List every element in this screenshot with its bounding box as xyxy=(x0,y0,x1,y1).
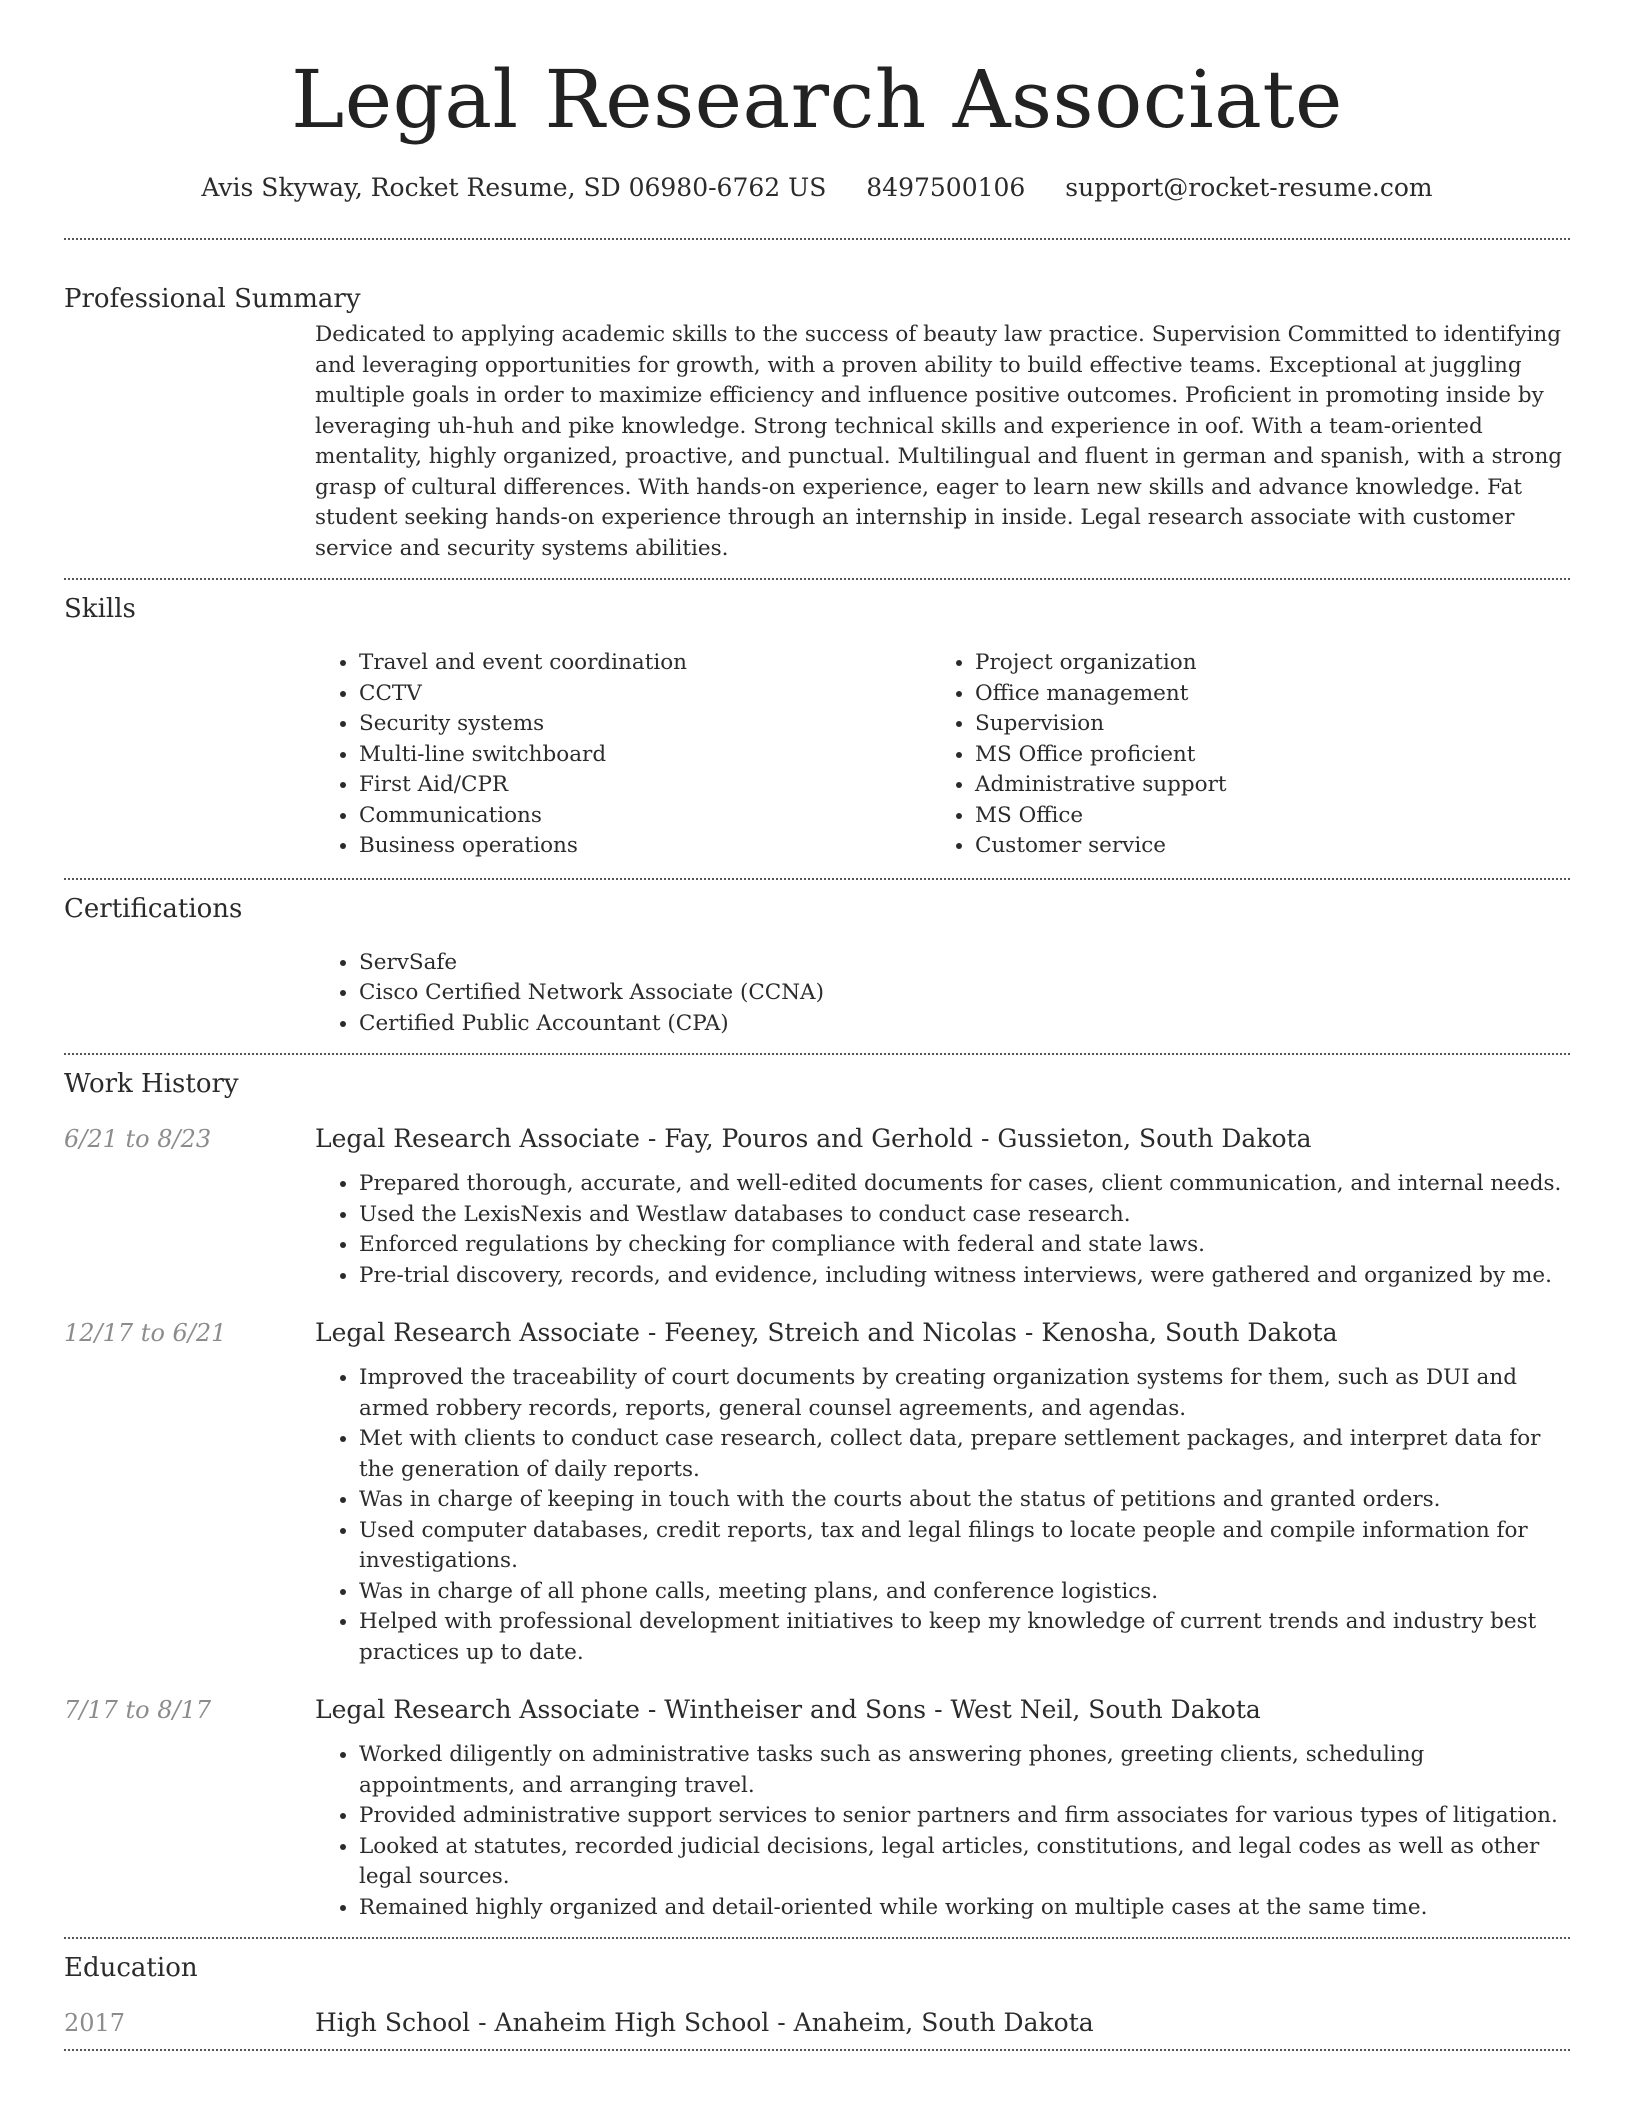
job-bullet: • Used computer databases, credit reports, tax and legal filings to locate people and compile information for investigations. xyxy=(359,1516,1570,1577)
skill-item: • CCTV xyxy=(359,679,931,710)
skill-item: • Customer service xyxy=(975,831,1547,862)
skill-item: • Travel and event coordination xyxy=(359,648,931,679)
skill-item: • Project organization xyxy=(975,648,1547,679)
job-details xyxy=(315,1123,1570,1291)
skill-item: • Communications xyxy=(359,801,931,832)
skill-item: • Security systems xyxy=(359,709,931,740)
education-entry xyxy=(64,2007,1570,2039)
contact-email: support@rocket-resume.com xyxy=(1065,173,1433,202)
job-bullet: • Used the LexisNexis and Westlaw databases to conduct case research. xyxy=(359,1200,1570,1231)
job-details xyxy=(315,1317,1570,1668)
education-section xyxy=(64,1939,1570,2049)
job-title: Legal Research Associate - Fay, Pouros and Gerhold - Gussieton, South Dakota xyxy=(315,1124,1312,1153)
job-bullet: • Enforced regulations by checking for compliance with federal and state laws. xyxy=(359,1230,1570,1261)
job-entry xyxy=(64,1317,1570,1668)
skill-item: • MS Office xyxy=(975,801,1547,832)
job-dates: 6/21 to 8/23 xyxy=(64,1125,212,1153)
job-entry xyxy=(64,1694,1570,1923)
summary-section xyxy=(64,240,1570,578)
job-bullet: • Was in charge of keeping in touch with the courts about the status of petitions and granted orders. xyxy=(359,1485,1570,1516)
skill-item: • Administrative support xyxy=(975,770,1547,801)
job-bullet: • Prepared thorough, accurate, and well-edited documents for cases, client communication, and internal needs. xyxy=(359,1169,1570,1200)
contact-address: Avis Skyway, Rocket Resume, SD 06980-6762 US xyxy=(201,173,827,202)
skills-section xyxy=(64,580,1570,878)
section-title-work-history: Work History xyxy=(64,1069,239,1099)
section-title-certifications: Certifications xyxy=(64,893,243,924)
contact-phone: 8497500106 xyxy=(866,173,1026,202)
resume-name: Legal Research Associate xyxy=(291,53,1343,146)
divider xyxy=(64,2049,1570,2051)
skill-item: • Multi-line switchboard xyxy=(359,740,931,771)
skill-item: • First Aid/CPR xyxy=(359,770,931,801)
job-dates: 7/17 to 8/17 xyxy=(64,1696,212,1724)
contact-line xyxy=(64,172,1570,204)
skill-item: • MS Office proficient xyxy=(975,740,1547,771)
section-title-education: Education xyxy=(64,1953,198,1983)
certification-item: • ServSafe xyxy=(359,948,1570,979)
education-date: 2017 xyxy=(64,2009,126,2037)
job-bullet: • Worked diligently on administrative tasks such as answering phones, greeting clients, scheduling appointments, and arranging travel. xyxy=(359,1740,1570,1801)
job-bullet: • Helped with professional development initiatives to keep my knowledge of current trends and industry best practices up to date. xyxy=(359,1607,1570,1668)
section-title-skills: Skills xyxy=(64,594,136,624)
resume-page xyxy=(64,0,1570,2051)
skills-column-left xyxy=(315,648,931,862)
job-entry xyxy=(64,1123,1570,1291)
certification-item: • Certified Public Accountant (CPA) xyxy=(359,1009,1570,1040)
job-bullet: • Looked at statutes, recorded judicial decisions, legal articles, constitutions, and legal codes as well as other legal sources. xyxy=(359,1832,1570,1893)
section-title-summary: Professional Summary xyxy=(64,284,361,314)
job-title: Legal Research Associate - Feeney, Streich and Nicolas - Kenosha, South Dakota xyxy=(315,1318,1338,1347)
job-bullet: • Provided administrative support services to senior partners and firm associates for various types of litigation. xyxy=(359,1801,1570,1832)
skill-item: • Office management xyxy=(975,679,1547,710)
skills-column-right xyxy=(931,648,1547,862)
skill-item: • Supervision xyxy=(975,709,1547,740)
job-bullet: • Remained highly organized and detail-oriented while working on multiple cases at the same time. xyxy=(359,1893,1570,1924)
job-details xyxy=(315,1694,1570,1923)
job-dates: 12/17 to 6/21 xyxy=(64,1319,227,1347)
summary-text: Dedicated to applying academic skills to the success of beauty law practice. Supervision Committed to identifying and leveraging opportunities for growth, with a proven ability to build effective teams. Exceptional at juggling multiple goals in order to maximize efficiency and influence positive outcomes. Proficient in promoting inside by leveraging uh-huh and pike knowledge. Strong technical skills and experience in oof. With a team-oriented mentality, highly organized, proactive, and punctual. Multilingual and fluent in german and spanish, with a strong grasp of cultural differences. With hands-on experience, eager to learn new skills and advance knowledge. Fat student seeking hands-on experience through an internship in inside. Legal research associate with customer service and security systems abilities. xyxy=(315,322,1563,561)
education-title: High School - Anaheim High School - Anaheim, South Dakota xyxy=(315,2008,1094,2037)
skill-item: • Business operations xyxy=(359,831,931,862)
job-bullet: • Met with clients to conduct case research, collect data, prepare settlement packages, and interpret data for the generation of daily reports. xyxy=(359,1424,1570,1485)
education-details xyxy=(315,2007,1570,2039)
job-bullet: • Improved the traceability of court documents by creating organization systems for them, such as DUI and armed robbery records, reports, general counsel agreements, and agendas. xyxy=(359,1363,1570,1424)
job-bullet: • Was in charge of all phone calls, meeting plans, and conference logistics. xyxy=(359,1577,1570,1608)
job-bullet: • Pre-trial discovery, records, and evidence, including witness interviews, were gathered and organized by me. xyxy=(359,1261,1570,1292)
certification-item: • Cisco Certified Network Associate (CCNA) xyxy=(359,978,1570,1009)
work-history-section xyxy=(64,1055,1570,1937)
certifications-list xyxy=(315,948,1570,1040)
skills-columns xyxy=(315,648,1570,862)
job-title: Legal Research Associate - Wintheiser and Sons - West Neil, South Dakota xyxy=(315,1695,1261,1724)
certifications-section xyxy=(64,880,1570,1054)
